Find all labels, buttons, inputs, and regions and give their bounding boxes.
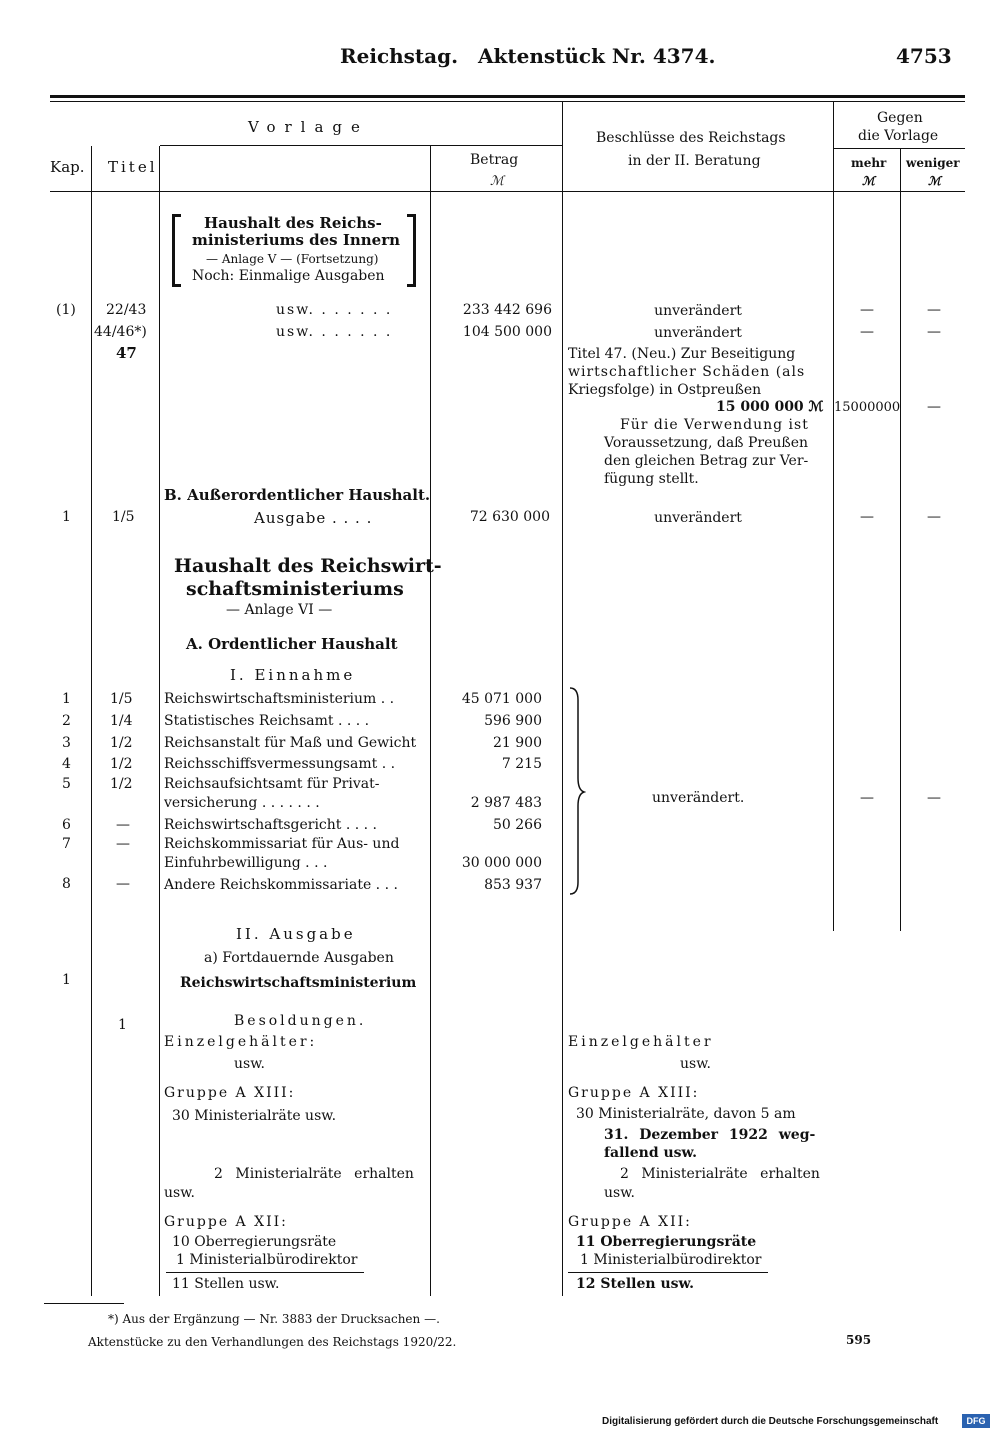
left-g12-sum: 11 Stellen usw.	[172, 1276, 280, 1292]
section1-title-2: ministeriums des Innern	[192, 231, 401, 249]
right-g12-sum: 12 Stellen usw.	[576, 1276, 695, 1292]
ein-betrag: 21 900	[493, 735, 542, 751]
top-rule-thin	[50, 101, 965, 102]
titel47-line1: Titel 47. (Neu.) Zur Beseitigung	[568, 346, 796, 362]
col-betrag-unit: ℳ	[490, 174, 504, 189]
row2-weniger: —	[927, 324, 941, 340]
ein-kap: 4	[62, 756, 71, 772]
footer-left: Aktenstücke zu den Verhandlungen des Reichstags 1920/22.	[88, 1335, 457, 1349]
col-gegen-2: die Vorlage	[858, 128, 939, 144]
top-rule-thick	[50, 95, 965, 98]
ein-text: Statistisches Reichsamt . . . .	[164, 713, 370, 729]
row1-text: usw. . . . . . .	[276, 302, 393, 318]
ein-kap: 7	[62, 836, 71, 852]
ein-text: Reichswirtschaftsgericht . . . .	[164, 817, 378, 833]
left-einzel: Einzelgehälter:	[164, 1034, 318, 1050]
credit: Digitalisierung gefördert durch die Deutsche Forschungsgemeinschaft	[602, 1416, 939, 1427]
aob-beschluss: unverändert	[654, 510, 742, 526]
ausgabe-sub: a) Fortdauernde Ausgaben	[204, 950, 394, 966]
aob-kap: 1	[62, 509, 71, 525]
ausgabe-heading: II. Ausgabe	[236, 925, 356, 943]
ein-titel: —	[116, 876, 130, 892]
right-erhalten-2: usw.	[604, 1185, 635, 1201]
ein-kap: 8	[62, 876, 71, 892]
aob-text: Ausgabe . . . .	[254, 509, 373, 527]
ein-text: Reichsaufsichtsamt für Privat-	[164, 776, 380, 792]
left-usw: usw.	[234, 1056, 265, 1072]
ein-kap: 1	[62, 691, 71, 707]
footer-number: 595	[846, 1333, 872, 1347]
left-g13-line: 30 Ministerialräte usw.	[172, 1108, 337, 1124]
right-g12-l2: 1 Ministerialbürodirektor	[580, 1252, 762, 1268]
ein-text-2: Einfuhrbewilligung . . .	[164, 855, 328, 871]
row2-beschluss: unverändert	[654, 325, 742, 341]
titel47-amount: 15 000 000 ℳ	[716, 399, 824, 415]
bracket-left	[172, 214, 175, 287]
col-gegen-1: Gegen	[877, 110, 923, 126]
bracket-right-top	[407, 214, 416, 217]
section1-anlage: — Anlage V — (Fortsetzung)	[206, 252, 379, 266]
titel47-line7: fügung stellt.	[604, 471, 699, 487]
dfg-logo-icon: DFG	[962, 1414, 990, 1428]
ein-betrag: 596 900	[484, 713, 542, 729]
vrule-vorlage	[562, 101, 563, 1296]
ausgabe-titel: 1	[118, 1017, 127, 1033]
bracket-right	[413, 214, 416, 287]
footnote: *) Aus der Ergänzung — Nr. 3883 der Drucksachen —.	[108, 1312, 440, 1326]
titel47-num: 47	[116, 344, 137, 362]
page-number: 4753	[896, 44, 952, 68]
section1-title-1: Haushalt des Reichs-	[204, 214, 382, 232]
section2-title-1: Haushalt des Reichswirt-	[174, 555, 442, 577]
section2-ordentlich: A. Ordentlicher Haushalt	[186, 635, 398, 653]
bracket-right-bottom	[407, 284, 416, 287]
footnote-rule	[44, 1303, 124, 1304]
right-g13-l3: fallend usw.	[604, 1145, 698, 1161]
right-usw: usw.	[680, 1056, 711, 1072]
section2-title-2: schaftsministeriums	[186, 578, 404, 600]
vrule-titel	[159, 146, 160, 1296]
vrule-betrag	[430, 146, 431, 1296]
titel47-line6: den gleichen Betrag zur Ver-	[604, 453, 809, 469]
col-kap: Kap.	[50, 158, 85, 176]
col-titel: Titel	[108, 158, 158, 176]
ein-titel: 1/2	[110, 735, 133, 751]
right-g13-l1: 30 Ministerialräte, davon 5 am	[576, 1106, 796, 1122]
col-weniger: weniger	[906, 156, 960, 170]
titel47-line5: Voraussetzung, daß Preußen	[604, 435, 809, 451]
titel47-line3: Kriegsfolge) in Ostpreußen	[568, 382, 762, 398]
right-g13-l2: 31. Dezember 1922 weg-	[604, 1127, 816, 1143]
col-beschluesse-1: Beschlüsse des Reichstags	[596, 130, 786, 146]
ein-betrag: 30 000 000	[461, 855, 542, 871]
section2-einnahme: I. Einnahme	[230, 666, 356, 684]
row1-mehr: —	[860, 302, 874, 318]
ein-titel: 1/2	[110, 756, 133, 772]
ein-text: Reichskommissariat für Aus- und	[164, 836, 400, 852]
aob-mehr: —	[860, 509, 874, 525]
col-weniger-unit: ℳ	[928, 174, 941, 188]
col-vorlage: Vorlage	[248, 118, 369, 136]
row1-betrag: 233 442 696	[462, 302, 552, 318]
ein-betrag: 2 987 483	[470, 795, 542, 811]
vrule-mehr	[900, 148, 901, 931]
header-center: Aktenstück Nr. 4374.	[478, 44, 716, 68]
row2-betrag: 104 500 000	[462, 324, 552, 340]
titel47-mehr: 15000000	[834, 400, 901, 415]
right-g12-l1: 11 Oberregierungsräte	[576, 1234, 757, 1250]
ein-text: Reichsanstalt für Maß und Gewicht	[164, 735, 417, 751]
section1-noch: Noch: Einmalige Ausgaben	[192, 268, 385, 284]
row2-text: usw. . . . . . .	[276, 324, 393, 340]
bracket-left-top	[172, 214, 181, 217]
right-erhalten-1: 2 Ministerialräte erhalten	[620, 1166, 820, 1182]
right-sum-rule	[568, 1272, 768, 1273]
ausgabe-besoldungen: Besoldungen.	[234, 1013, 367, 1029]
ein-text-2: versicherung . . . . . . .	[164, 795, 320, 811]
aob-heading: B. Außerordentlicher Haushalt.	[164, 486, 431, 504]
vorlage-underline	[160, 145, 562, 146]
ein-kap: 5	[62, 776, 71, 792]
aob-betrag: 72 630 000	[469, 509, 550, 525]
vrule-beschluss-2	[833, 431, 834, 931]
left-gruppe12: Gruppe A XII:	[164, 1214, 288, 1230]
right-gruppe12: Gruppe A XII:	[568, 1214, 692, 1230]
ein-betrag: 45 071 000	[461, 691, 542, 707]
header-bottom-rule	[50, 191, 965, 192]
left-g12-l1: 10 Oberregierungsräte	[172, 1234, 337, 1250]
right-einzel: Einzelgehälter	[568, 1034, 714, 1050]
row2-mehr: —	[860, 324, 874, 340]
col-mehr-unit: ℳ	[862, 174, 875, 188]
ein-titel: —	[116, 836, 130, 852]
section2-anlage: — Anlage VI —	[226, 602, 333, 618]
col-mehr: mehr	[851, 156, 887, 170]
ein-titel: 1/2	[110, 776, 133, 792]
titel47-weniger: —	[927, 399, 941, 415]
ein-kap: 6	[62, 817, 71, 833]
row1-weniger: —	[927, 302, 941, 318]
col-betrag: Betrag	[470, 152, 519, 168]
einnahmen-weniger: —	[927, 790, 941, 806]
ausgabe-ministry: Reichswirtschaftsministerium	[180, 975, 417, 991]
ein-titel: 1/5	[110, 691, 133, 707]
bracket-left-bottom	[172, 284, 181, 287]
row1-titel: 22/43	[106, 302, 147, 318]
left-erhalten-1: 2 Ministerialräte erhalten	[214, 1166, 414, 1182]
einnahmen-beschluss: unverändert.	[652, 790, 745, 806]
titel47-line4: Für die Verwendung ist	[620, 417, 809, 433]
ausgabe-kap: 1	[62, 972, 71, 988]
left-g12-l2: 1 Ministerialbürodirektor	[176, 1252, 358, 1268]
col-beschluesse-2: in der II. Beratung	[628, 153, 761, 169]
ein-text: Reichswirtschaftsministerium . .	[164, 691, 395, 707]
ein-betrag: 853 937	[484, 877, 542, 893]
ein-titel: 1/4	[110, 713, 133, 729]
aob-weniger: —	[927, 509, 941, 525]
aob-titel: 1/5	[112, 509, 135, 525]
left-gruppe13: Gruppe A XIII:	[164, 1085, 296, 1101]
header-left: Reichstag.	[340, 44, 459, 68]
einnahmen-brace	[568, 686, 586, 896]
row1-beschluss: unverändert	[654, 303, 742, 319]
ein-betrag: 50 266	[493, 817, 542, 833]
ein-kap: 2	[62, 713, 71, 729]
ein-text: Andere Reichskommissariate . . .	[164, 877, 398, 893]
vrule-kap	[91, 146, 92, 1296]
ein-betrag: 7 215	[501, 756, 542, 772]
ein-text: Reichsschiffsvermessungsamt . .	[164, 756, 396, 772]
row1-kap: (1)	[56, 302, 76, 318]
vrule-beschluss	[833, 101, 834, 431]
left-erhalten-2: usw.	[164, 1185, 195, 1201]
ein-kap: 3	[62, 735, 71, 751]
titel47-line2: wirtschaftlicher Schäden (als	[568, 364, 806, 380]
einnahmen-mehr: —	[860, 790, 874, 806]
right-gruppe13: Gruppe A XIII:	[568, 1085, 700, 1101]
row2-titel: 44/46*)	[94, 324, 147, 340]
ein-titel: —	[116, 817, 130, 833]
left-sum-rule	[166, 1272, 364, 1273]
